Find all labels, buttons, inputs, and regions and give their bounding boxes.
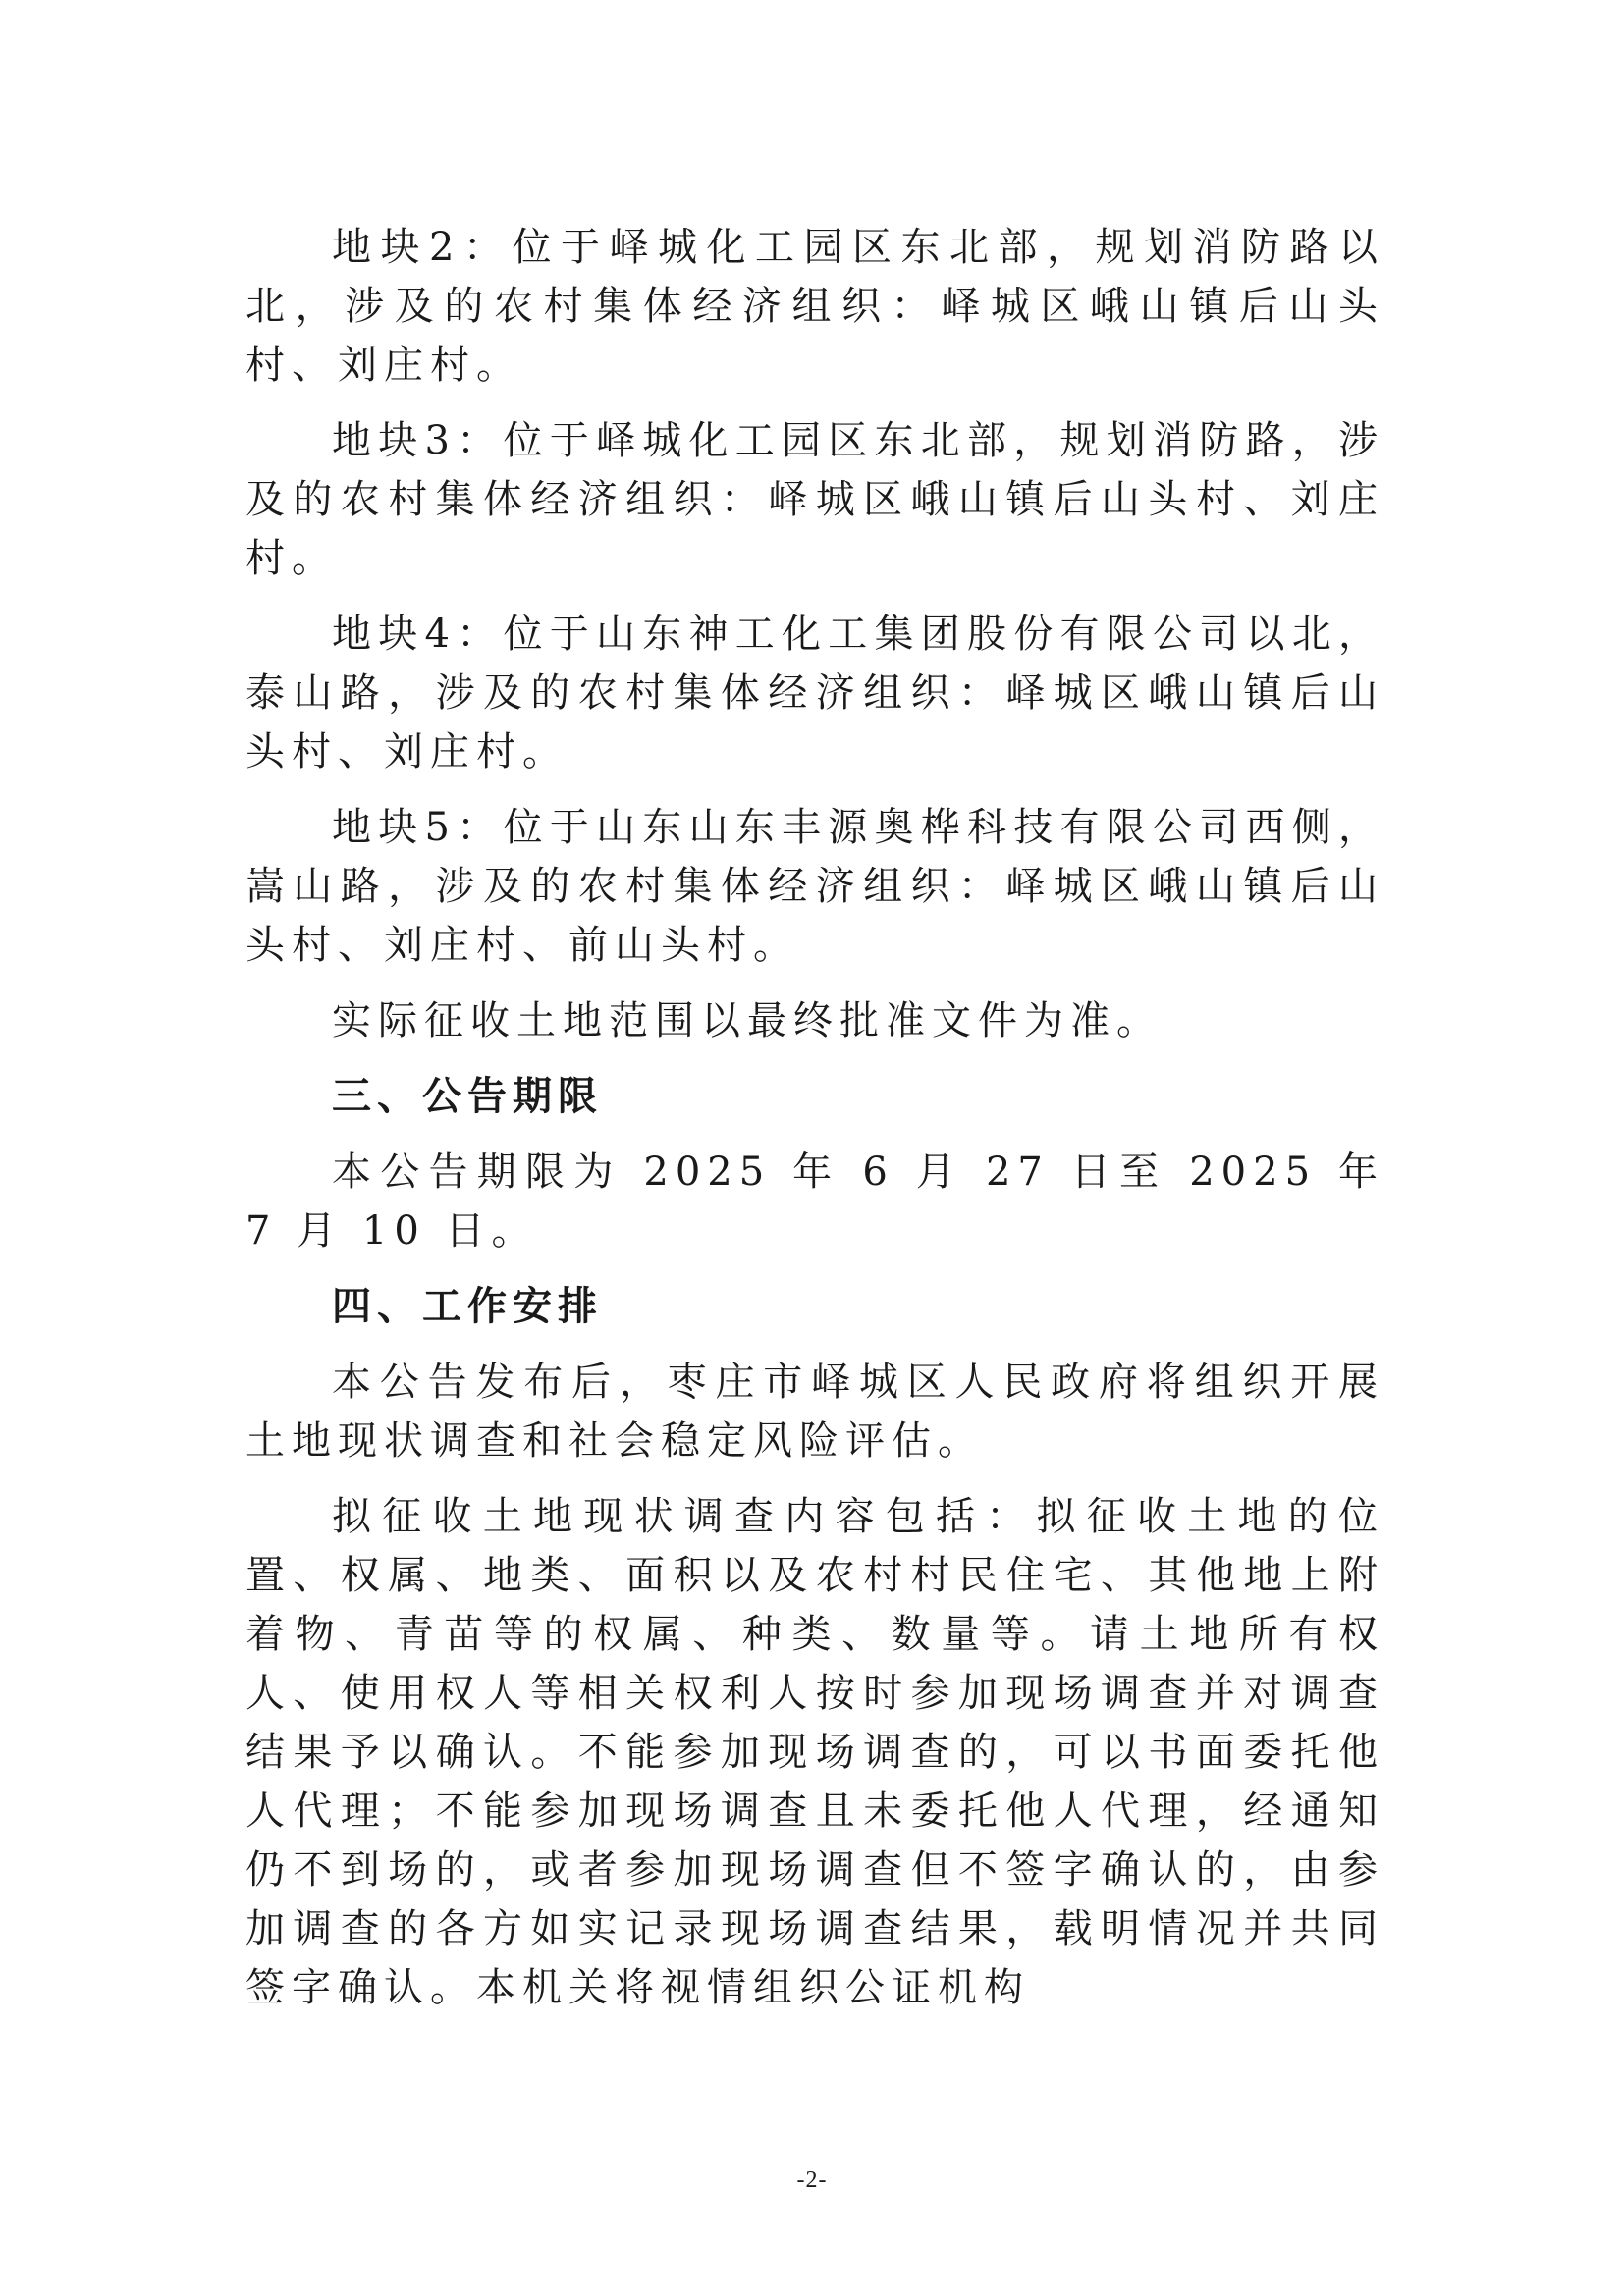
paragraph-plot-4: 地块4：位于山东神工化工集团股份有限公司以北，泰山路，涉及的农村集体经济组织：峄城区峨山镇后山头村、刘庄村。	[245, 612, 1384, 774]
paragraph-plot-3: 地块3：位于峄城化工园区东北部，规划消防路，涉及的农村集体经济组织：峄城区峨山镇后山头村、刘庄村。	[245, 418, 1384, 581]
paragraph-notice-period: 本公告期限为 2025 年 6 月 27 日至 2025 年 7 月 10 日。	[245, 1149, 1384, 1254]
document-body	[245, 218, 1384, 2034]
page-number: -2-	[796, 2167, 828, 2193]
section-heading-notice-period: 三、公告期限	[332, 1074, 603, 1119]
paragraph-survey-content: 拟征收土地现状调查内容包括：拟征收土地的位置、权属、地类、面积以及农村村民住宅、其他地上附着物、青苗等的权属、种类、数量等。请土地所有权人、使用权人等相关权利人按时参加现场调查并对调查结果予以确认。不能参加现场调查的，可以书面委托他人代理；不能参加现场调查且未委托他人代理，经通知仍不到场的，或者参加现场调查但不签字确认的，由参加调查的各方如实记录现场调查结果，载明情况并共同签字确认。本机关将视情组织公证机构	[245, 1494, 1384, 2010]
paragraph-plot-5: 地块5：位于山东山东丰源奥桦科技有限公司西侧，嵩山路，涉及的农村集体经济组织：峄城区峨山镇后山头村、刘庄村、前山头村。	[245, 805, 1384, 968]
section-heading-work-arrangement: 四、工作安排	[332, 1284, 603, 1329]
paragraph-plot-2: 地块2：位于峄城化工园区东北部，规划消防路以北，涉及的农村集体经济组织：峄城区峨山镇后山头村、刘庄村。	[245, 225, 1384, 388]
paragraph-work-arrangement: 本公告发布后，枣庄市峄城区人民政府将组织开展土地现状调查和社会稳定风险评估。	[245, 1360, 1384, 1464]
paragraph-final-scope: 实际征收土地范围以最终批准文件为准。	[332, 998, 1163, 1043]
